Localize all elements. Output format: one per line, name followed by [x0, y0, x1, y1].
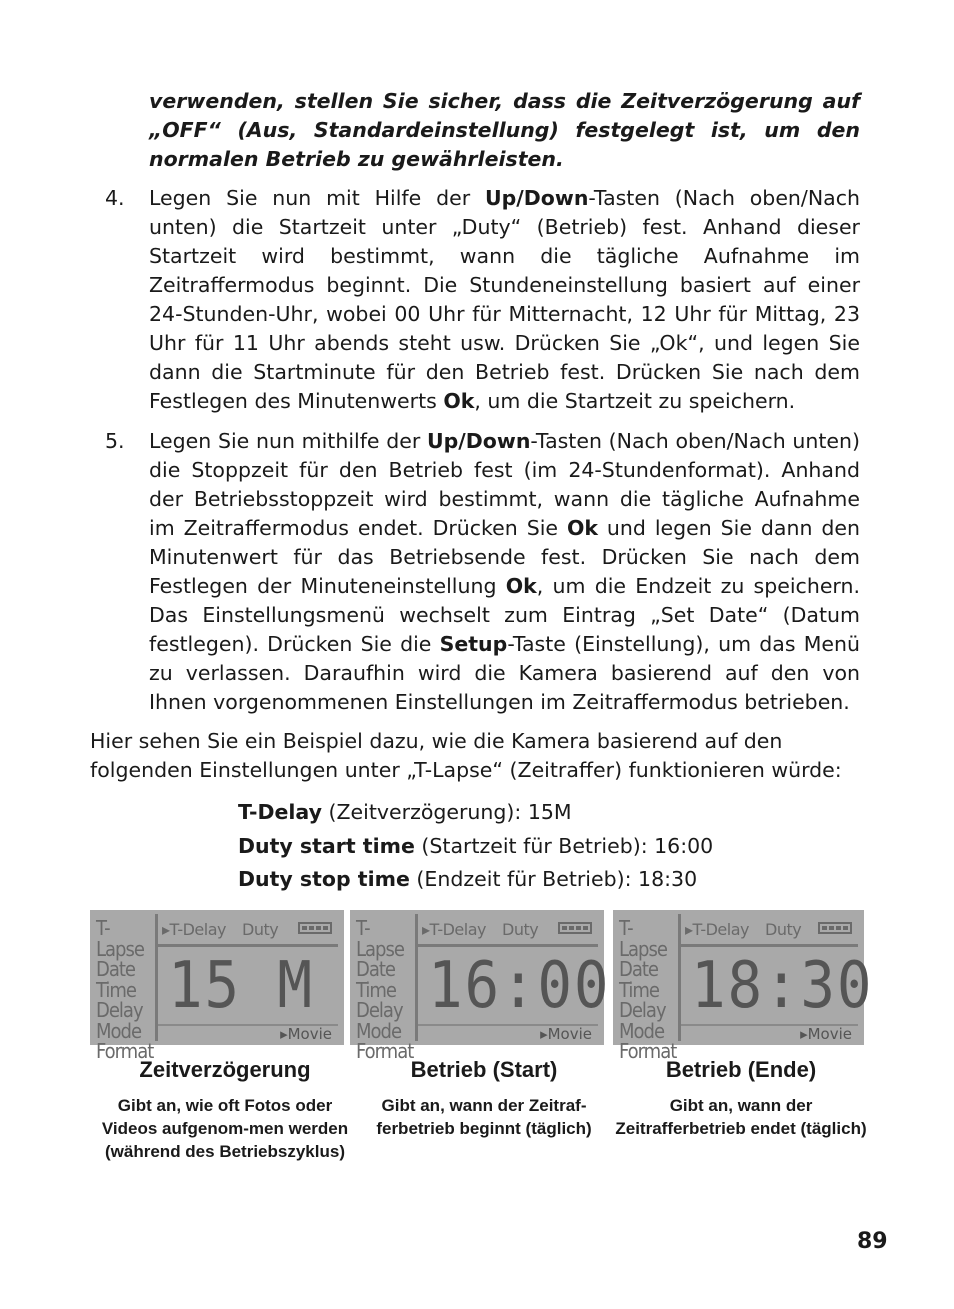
- battery-icon: [558, 922, 592, 934]
- step-text: Legen Sie nun mit Hilfe der Up/Down-Tasten (Nach oben/Nach unten) die Startzeit unter „Duty“ (Betrieb) fest. Anhand dieser Startzeit wird bestimmt, wann die tägliche Aufnahme im Zeitraffermodus beginnt. Die Stundeneinstellung basiert auf einer 24-Stunden-Uhr, wobei 00 Uhr für Mitternacht, 12 Uhr für Mittag, 23 Uhr für 11 Uhr abends steht usw. Drücken Sie „Ok“, und legen Sie dann die Startminute für den Betrieb fest. Drücken Sie nach dem Festlegen des Minutenwerts Ok, um die Startzeit zu speichern.: [149, 186, 860, 413]
- lcd-digits: 15 M: [168, 949, 314, 1023]
- battery-icon: [298, 922, 332, 934]
- intro-note: verwenden, stellen Sie sicher, dass die Zeitverzögerung auf „OFF“ (Aus, Standardeinstellung) festgelegt ist, um den normalen Betrieb zu gewährleisten.: [149, 89, 860, 171]
- example-paragraph: Hier sehen Sie ein Beispiel dazu, wie die Kamera basierend auf den folgenden Einstellungen unter „T-Lapse“ (Zeitraffer) funktionieren würde:: [90, 729, 842, 782]
- caption-description: Gibt an, wie oft Fotos oder Videos aufgenom-men werden (während des Betriebszyklus): [101, 1096, 349, 1161]
- setting-duty-start: Duty start time (Startzeit für Betrieb): 16:00: [238, 834, 714, 858]
- lcd-menu: T-Lapse Date Time Delay Mode Format: [356, 916, 414, 1063]
- lcd-mode-label: ▸Movie: [280, 1025, 332, 1043]
- lcd-digits: 16:00: [428, 949, 611, 1023]
- step-number: 5.: [105, 429, 125, 453]
- step-item: [105, 427, 860, 717]
- battery-icon: [818, 922, 852, 934]
- lcd-menu: T-Lapse Date Time Delay Mode Format: [96, 916, 154, 1063]
- step-number: 4.: [105, 186, 125, 210]
- setting-duty-stop: Duty stop time (Endzeit für Betrieb): 18:30: [238, 867, 698, 891]
- lcd-screen-start: [350, 910, 611, 1063]
- lcd-mode-label: ▸Movie: [540, 1025, 592, 1043]
- lcd-mode-label: ▸Movie: [800, 1025, 852, 1043]
- step-item: [105, 184, 860, 416]
- lcd-menu: T-Lapse Date Time Delay Mode Format: [619, 916, 677, 1063]
- step-text: Legen Sie nun mithilfe der Up/Down-Tasten (Nach oben/Nach unten) die Stoppzeit für den Betrieb fest (im 24-Stundenformat). Anhand der Betriebsstoppzeit wird bestimmt, wann die tägliche Aufnahme im Zeitraffermodus endet. Drücken Sie Ok und legen Sie dann den Minutenwert für das Betriebsende fest. Drücken Sie nach dem Festlegen der Minuteneinstellung Ok, um die Endzeit zu speichern. Das Einstellungsmenü wechselt zum Eintrag „Set Date“ (Datum festlegen). Drücken Sie die Setup-Taste (Einstellung), um das Menü zu verlassen. Daraufhin wird die Kamera basierend auf den von Ihnen vorgenommenen Einstellungen im Zeitraffermodus betrieben.: [149, 429, 861, 714]
- lcd-topbar: ▸T-Delay Duty: [422, 920, 539, 939]
- lcd-digits: 18:30: [691, 949, 874, 1023]
- page-number: 89: [857, 1229, 888, 1254]
- caption-description: Gibt an, wann der Zeitrafferbetrieb endet (täglich): [615, 1096, 867, 1138]
- lcd-topbar: ▸T-Delay Duty: [685, 920, 802, 939]
- lcd-topbar: ▸T-Delay Duty: [162, 920, 279, 939]
- lcd-screen-delay: [90, 910, 344, 1063]
- lcd-screen-end: [613, 910, 874, 1063]
- caption-title: Betrieb (Ende): [665, 1057, 817, 1082]
- caption-description: Gibt an, wann der Zeitraf-ferbetrieb beginnt (täglich): [376, 1096, 592, 1138]
- caption-title: Zeitverzögerung: [139, 1057, 311, 1082]
- setting-t-delay: T-Delay (Zeitverzögerung): 15M: [238, 800, 572, 824]
- caption-title: Betrieb (Start): [410, 1057, 558, 1082]
